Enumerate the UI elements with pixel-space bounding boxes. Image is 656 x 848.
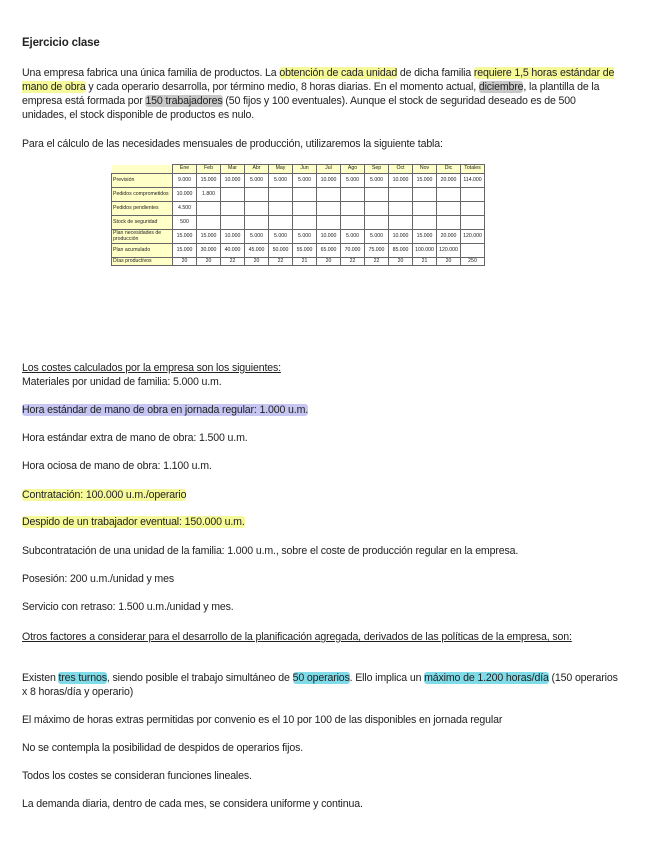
factor-text: (150 operarios x 8 horas/día y operario) xyxy=(22,672,618,698)
row-label: Stock de seguridad xyxy=(112,216,173,230)
highlight-despido: Despido de un trabajador eventual: 150.000 u.m. xyxy=(22,516,245,528)
table-cell xyxy=(269,216,293,230)
table-cell: 20 xyxy=(317,258,341,266)
table-cell xyxy=(221,216,245,230)
table-cell: 85.000 xyxy=(389,244,413,258)
table-header-cell: Oct xyxy=(389,165,413,174)
table-cell: 65.000 xyxy=(317,244,341,258)
factor-text: Existen xyxy=(22,672,59,684)
table-cell xyxy=(341,216,365,230)
table-cell: 100.000 xyxy=(413,244,437,258)
table-cell xyxy=(293,188,317,202)
table-cell: 5.000 xyxy=(293,230,317,244)
table-cell xyxy=(293,202,317,216)
highlight-max-horas: máximo de 1.200 horas/día xyxy=(424,672,549,684)
table-cell: 10.000 xyxy=(389,230,413,244)
table-cell: 55.000 xyxy=(293,244,317,258)
table-cell: 5.000 xyxy=(365,230,389,244)
row-label: Días productivos xyxy=(112,258,173,266)
table-cell xyxy=(437,202,461,216)
intro-text: (50 fijos y 100 eventuales). Aunque el stock de seguridad deseado es de 500 unidades, el stock disponible de productos es nulo. xyxy=(22,95,576,121)
table-cell: 1.800 xyxy=(197,188,221,202)
table-cell: 15.000 xyxy=(197,230,221,244)
cost-contratacion xyxy=(22,488,622,502)
table-row xyxy=(112,230,485,244)
costs-heading: Los costes calculados por la empresa son los siguientes: xyxy=(22,362,281,374)
table-cell: 22 xyxy=(365,258,389,266)
table-cell xyxy=(437,188,461,202)
row-label: Plan acumulado xyxy=(112,244,173,258)
table-cell: 10.000 xyxy=(317,174,341,188)
table-cell: 500 xyxy=(173,216,197,230)
intro-text: de dicha familia xyxy=(397,67,474,79)
table-cell: 20 xyxy=(197,258,221,266)
table-cell: 10.000 xyxy=(317,230,341,244)
intro-text: Una empresa fabrica una única familia de productos. La xyxy=(22,67,280,79)
table-cell xyxy=(221,188,245,202)
table-cell: 5.000 xyxy=(341,174,365,188)
cost-subcontratacion: Subcontratación de una unidad de la familia: 1.000 u.m., sobre el coste de producción regular en la empresa. xyxy=(22,545,519,557)
table-cell: 5.000 xyxy=(293,174,317,188)
table-cell xyxy=(413,216,437,230)
row-label: Plan necesidades de producción xyxy=(112,230,173,244)
table-cell xyxy=(197,202,221,216)
table-cell xyxy=(365,216,389,230)
table-corner xyxy=(112,165,173,174)
table-cell: 21 xyxy=(293,258,317,266)
table-cell: 10.000 xyxy=(389,174,413,188)
highlight-operarios: 50 operarios xyxy=(292,672,350,684)
intro-paragraph xyxy=(22,66,622,122)
cost-materiales: Materiales por unidad de familia: 5.000 u.m. xyxy=(22,376,222,388)
table-row xyxy=(112,216,485,230)
table-cell: 30.000 xyxy=(197,244,221,258)
table-cell xyxy=(317,216,341,230)
production-table xyxy=(111,164,485,266)
table-cell xyxy=(389,216,413,230)
table-cell: 22 xyxy=(221,258,245,266)
table-cell: 10.000 xyxy=(221,230,245,244)
table-cell: 45.000 xyxy=(245,244,269,258)
table-cell: 5.000 xyxy=(269,174,293,188)
table-cell xyxy=(341,202,365,216)
table-cell: 5.000 xyxy=(245,174,269,188)
table-cell xyxy=(245,188,269,202)
table-cell xyxy=(221,202,245,216)
table-cell xyxy=(413,188,437,202)
factor-demanda: La demanda diaria, dentro de cada mes, se considera uniforme y continua. xyxy=(22,798,363,810)
table-row xyxy=(112,202,485,216)
table-cell xyxy=(341,188,365,202)
table-cell: 20 xyxy=(389,258,413,266)
highlight-turnos: tres turnos xyxy=(58,672,107,684)
table-header-cell: Ene xyxy=(173,165,197,174)
table-cell: 15.000 xyxy=(173,244,197,258)
cost-ociosa: Hora ociosa de mano de obra: 1.100 u.m. xyxy=(22,460,212,472)
table-header-cell: Dic xyxy=(437,165,461,174)
table-header-cell: Jul xyxy=(317,165,341,174)
table-cell xyxy=(317,188,341,202)
table-header-cell: May xyxy=(269,165,293,174)
factor-extras: El máximo de horas extras permitidas por convenio es el 10 por 100 de las disponibles en jornada regular xyxy=(22,714,503,726)
intro-text: y cada operario desarrolla, por término medio, 8 horas diarias. En el momento actual, xyxy=(85,81,479,93)
table-cell xyxy=(461,202,485,216)
table-cell: 15.000 xyxy=(413,174,437,188)
highlight-hours: requiere 1,5 horas estándar de mano de obra xyxy=(22,67,615,93)
table-header-cell: Nov xyxy=(413,165,437,174)
row-label: Previsión xyxy=(112,174,173,188)
intro-text: , la plantilla de la empresa está formada por xyxy=(22,81,600,107)
table-cell xyxy=(413,202,437,216)
table-cell: 22 xyxy=(269,258,293,266)
table-cell: 20.000 xyxy=(437,174,461,188)
table-cell: 22 xyxy=(341,258,365,266)
table-header-cell: Abr xyxy=(245,165,269,174)
table-cell xyxy=(461,216,485,230)
table-cell: 10.000 xyxy=(173,188,197,202)
table-cell: 120.000 xyxy=(461,230,485,244)
table-cell: 250 xyxy=(461,258,485,266)
table-cell: 4.500 xyxy=(173,202,197,216)
factor-lineales: Todos los costes se consideran funciones lineales. xyxy=(22,770,252,782)
factor-text: . Ello implica un xyxy=(349,672,425,684)
table-cell: 20 xyxy=(437,258,461,266)
table-cell xyxy=(365,188,389,202)
table-cell: 114.000 xyxy=(461,174,485,188)
table-cell: 50.000 xyxy=(269,244,293,258)
table-cell xyxy=(461,188,485,202)
row-label: Pedidos pendientes xyxy=(112,202,173,216)
cost-regular xyxy=(22,403,622,417)
table-header-cell: Sep xyxy=(365,165,389,174)
table-cell: 5.000 xyxy=(245,230,269,244)
table-cell xyxy=(197,216,221,230)
table-cell xyxy=(437,216,461,230)
factor-turnos xyxy=(22,671,622,699)
table-cell: 40.000 xyxy=(221,244,245,258)
highlight-unit: obtención de cada unidad xyxy=(279,67,398,79)
table-header-row xyxy=(112,165,485,174)
table-header-cell: Ago xyxy=(341,165,365,174)
table-cell: 20.000 xyxy=(437,230,461,244)
table-cell: 5.000 xyxy=(269,230,293,244)
table-cell: 20 xyxy=(173,258,197,266)
factor-text: , siendo posible el trabajo simultáneo de xyxy=(106,672,293,684)
table-row xyxy=(112,244,485,258)
factor-despidos: No se contempla la posibilidad de despidos de operarios fijos. xyxy=(22,742,304,754)
table-cell: 5.000 xyxy=(341,230,365,244)
table-cell xyxy=(269,202,293,216)
table-cell: 15.000 xyxy=(413,230,437,244)
cost-extra: Hora estándar extra de mano de obra: 1.500 u.m. xyxy=(22,432,248,444)
highlight-contratacion: Contratación: 100.000 u.m./operario xyxy=(22,489,187,501)
table-cell xyxy=(245,216,269,230)
cost-despido xyxy=(22,515,622,529)
table-cell: 15.000 xyxy=(197,174,221,188)
table-cell xyxy=(293,216,317,230)
cost-retraso: Servicio con retraso: 1.500 u.m./unidad y mes. xyxy=(22,601,234,613)
table-header-cell: Feb xyxy=(197,165,221,174)
table-header-cell: Jun xyxy=(293,165,317,174)
table-row xyxy=(112,174,485,188)
table-intro: Para el cálculo de las necesidades mensuales de producción, utilizaremos la siguiente tabla: xyxy=(22,138,443,150)
table-cell: 9.000 xyxy=(173,174,197,188)
table-cell xyxy=(461,244,485,258)
cost-posesion: Posesión: 200 u.m./unidad y mes xyxy=(22,573,174,585)
table-cell: 75.000 xyxy=(365,244,389,258)
table-cell: 21 xyxy=(413,258,437,266)
table-cell: 5.000 xyxy=(365,174,389,188)
row-label: Pedidos comprometidos xyxy=(112,188,173,202)
table-row xyxy=(112,258,485,266)
table-cell xyxy=(365,202,389,216)
table-cell xyxy=(245,202,269,216)
table-cell: 20 xyxy=(245,258,269,266)
table-cell xyxy=(317,202,341,216)
table-cell: 15.000 xyxy=(173,230,197,244)
table-cell xyxy=(389,188,413,202)
highlight-month: diciembre xyxy=(478,81,524,93)
table-cell: 10.000 xyxy=(221,174,245,188)
highlight-regular: Hora estándar de mano de obra en jornada regular: 1.000 u.m. xyxy=(22,404,309,416)
table-cell: 70.000 xyxy=(341,244,365,258)
table-cell xyxy=(389,202,413,216)
table-header-cell: Mar xyxy=(221,165,245,174)
table-cell xyxy=(269,188,293,202)
table-cell: 120.000 xyxy=(437,244,461,258)
table-header-cell: Totales xyxy=(461,165,485,174)
factors-heading: Otros factores a considerar para el desarrollo de la planificación agregada, derivados de las políticas de la empresa, son: xyxy=(22,631,572,643)
document-title: Ejercicio clase xyxy=(22,37,100,49)
highlight-workers: 150 trabajadores xyxy=(145,95,223,107)
table-row xyxy=(112,188,485,202)
